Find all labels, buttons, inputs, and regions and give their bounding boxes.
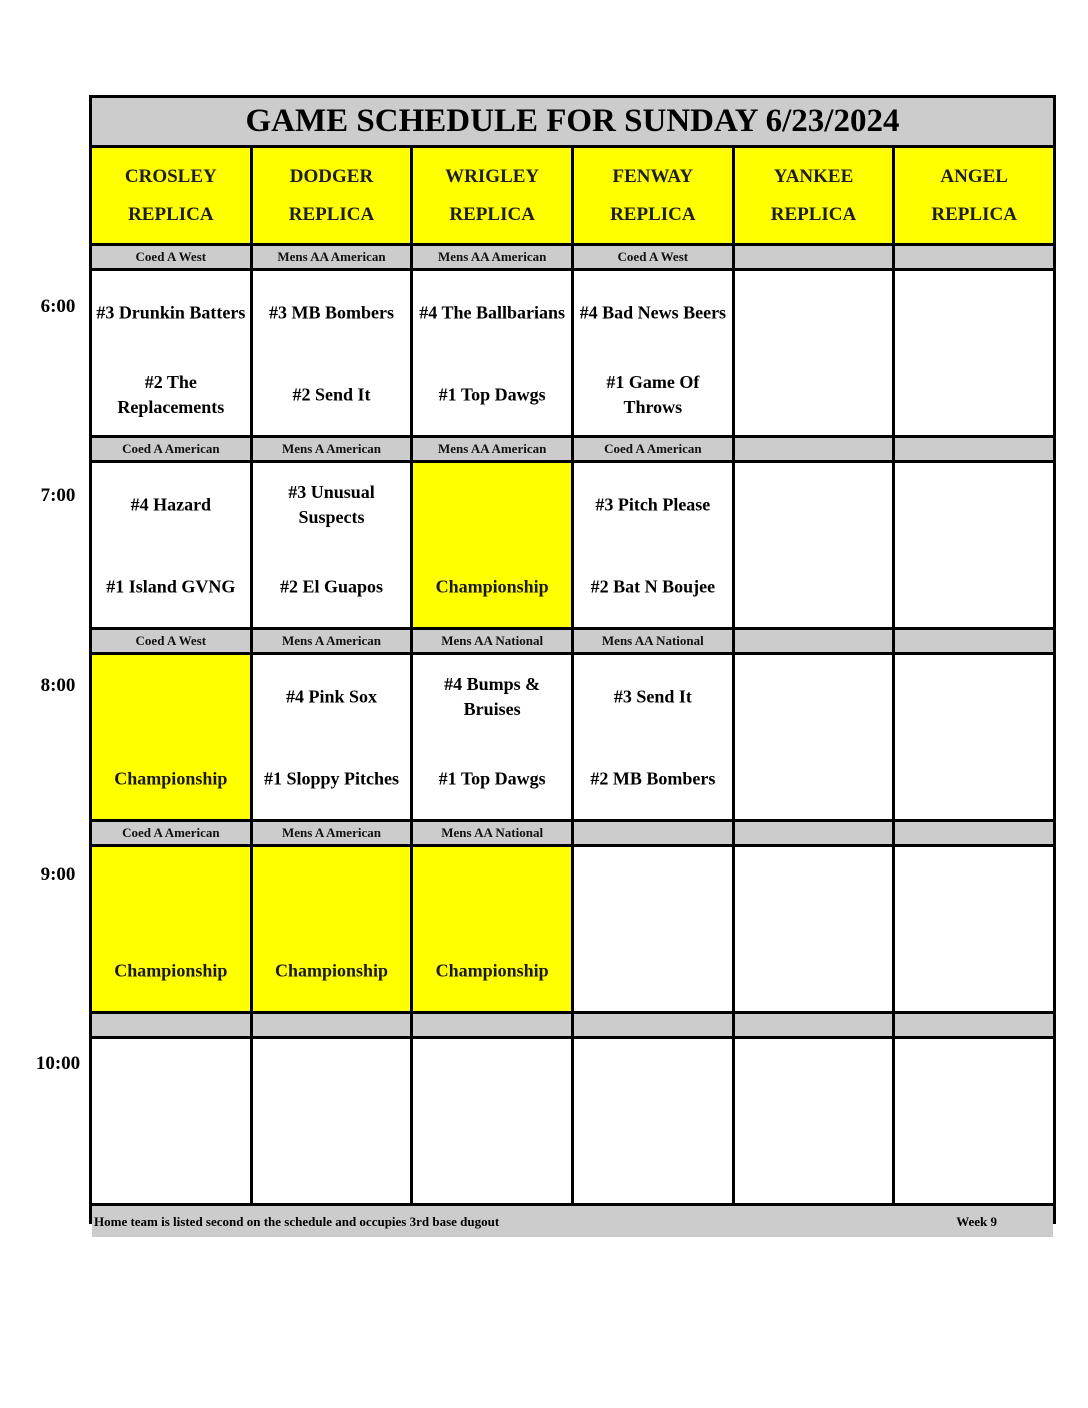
division-label: [895, 438, 1053, 460]
division-label: Coed A American: [574, 438, 732, 460]
game-cell: [253, 271, 411, 435]
home-team: Championship: [114, 960, 228, 981]
home-team: #1 Game Of Throws: [606, 372, 700, 417]
venue-name: FENWAY: [612, 165, 694, 187]
away-team: #3 MB Bombers: [268, 302, 394, 323]
game-cell: [735, 271, 893, 435]
home-team: #2 Send It: [292, 384, 371, 405]
game-cell: [92, 847, 250, 1011]
home-team: #2 MB Bombers: [590, 768, 716, 789]
time-label: 8:00: [40, 675, 76, 696]
game-cell: [895, 655, 1053, 819]
away-team: #4 Bumps & Bruises: [444, 674, 541, 719]
away-team: #3 Unusual Suspects: [288, 482, 375, 527]
game-cell: [253, 847, 411, 1011]
venue-name: WRIGLEY: [445, 165, 540, 187]
home-team: Championship: [435, 576, 549, 597]
division-label: [735, 630, 893, 652]
game-cell: [413, 1039, 571, 1203]
game-cell: [92, 1039, 250, 1203]
home-team: #1 Top Dawgs: [438, 768, 546, 789]
division-label: [895, 1014, 1053, 1036]
division-label: Coed A West: [92, 246, 250, 268]
away-team: #3 Send It: [613, 686, 692, 707]
game-cell: [253, 1039, 411, 1203]
game-cell: [895, 271, 1053, 435]
away-team: #3 Drunkin Batters: [96, 302, 246, 323]
division-label: Mens AA American: [413, 438, 571, 460]
venue-type: REPLICA: [610, 203, 696, 225]
away-team: #4 Hazard: [130, 494, 212, 515]
division-label: Mens AA National: [413, 822, 571, 844]
division-label: [895, 246, 1053, 268]
division-label: Mens A American: [253, 438, 411, 460]
game-cell: [574, 655, 732, 819]
home-team: #2 Bat N Boujee: [590, 576, 716, 597]
division-label: Coed A West: [92, 630, 250, 652]
venue-type: REPLICA: [449, 203, 535, 225]
home-team: Championship: [114, 768, 228, 789]
game-cell: [895, 463, 1053, 627]
home-team: Championship: [274, 960, 389, 981]
footer-note: Home team is listed second on the schedule and occupies 3rd base dugout: [94, 1213, 500, 1229]
venue-header: [574, 148, 732, 243]
page-title: GAME SCHEDULE FOR SUNDAY 6/23/2024: [92, 98, 1053, 145]
division-label: Coed A American: [92, 438, 250, 460]
venue-type: REPLICA: [288, 203, 375, 225]
game-cell: [895, 1039, 1053, 1203]
division-label: [574, 1014, 732, 1036]
game-cell: [92, 655, 250, 819]
game-cell: [574, 847, 732, 1011]
time-label: 10:00: [35, 1053, 81, 1074]
game-cell: [413, 463, 571, 627]
away-team: #4 Bad News Beers: [579, 302, 727, 323]
venue-name: DODGER: [289, 165, 374, 187]
away-team: #4 Pink Sox: [285, 686, 377, 707]
home-team: #2 El Guapos: [279, 576, 384, 597]
division-label: Coed A American: [92, 822, 250, 844]
venue-type: REPLICA: [128, 203, 214, 225]
division-label: Mens AA National: [413, 630, 571, 652]
division-label: [413, 1014, 571, 1036]
venue-name: YANKEE: [773, 165, 854, 187]
division-label: Mens AA American: [253, 246, 411, 268]
division-label: [574, 822, 732, 844]
division-label: Coed A West: [574, 246, 732, 268]
division-label: Mens AA National: [574, 630, 732, 652]
venue-name: CROSLEY: [124, 165, 217, 187]
game-cell: [735, 463, 893, 627]
home-team: #2 The Replacements: [117, 372, 225, 417]
home-team: #1 Island GVNG: [106, 576, 236, 597]
division-label: [253, 1014, 411, 1036]
division-label: [92, 1014, 250, 1036]
game-cell: [574, 271, 732, 435]
time-label: 9:00: [40, 864, 76, 885]
time-label: 6:00: [40, 296, 76, 317]
game-cell: [413, 847, 571, 1011]
venue-type: REPLICA: [770, 203, 857, 225]
game-cell: [574, 463, 732, 627]
division-label: [895, 822, 1053, 844]
game-cell: [735, 1039, 893, 1203]
venue-type: REPLICA: [931, 203, 1017, 225]
game-cell: [735, 655, 893, 819]
division-label: Mens A American: [253, 822, 411, 844]
game-cell: [253, 655, 411, 819]
game-cell: [413, 271, 571, 435]
footer-bar: [92, 1206, 1053, 1237]
home-team: #1 Sloppy Pitches: [263, 768, 399, 789]
division-label: Mens AA American: [413, 246, 571, 268]
home-team: #1 Top Dawgs: [438, 384, 546, 405]
venue-header: [735, 148, 893, 243]
division-label: [735, 438, 893, 460]
time-label: 7:00: [40, 485, 76, 506]
away-team: #3 Pitch Please: [595, 494, 711, 515]
game-cell: [735, 847, 893, 1011]
game-cell: [92, 271, 250, 435]
division-label: [735, 246, 893, 268]
division-label: [895, 630, 1053, 652]
game-cell: [895, 847, 1053, 1011]
venue-header: [92, 148, 250, 243]
division-label: [735, 822, 893, 844]
game-cell: [574, 1039, 732, 1203]
venue-header: [413, 148, 571, 243]
week-label: Week 9: [956, 1213, 997, 1229]
home-team: Championship: [435, 960, 549, 981]
venue-header: [253, 148, 411, 243]
venue-header: [895, 148, 1053, 243]
game-cell: [413, 655, 571, 819]
division-label: Mens A American: [253, 630, 411, 652]
game-cell: [253, 463, 411, 627]
away-team: #4 The Ballbarians: [419, 302, 566, 323]
schedule-table: [89, 95, 1056, 1229]
game-cell: [92, 463, 250, 627]
venue-name: ANGEL: [940, 165, 1008, 187]
division-label: [735, 1014, 893, 1036]
